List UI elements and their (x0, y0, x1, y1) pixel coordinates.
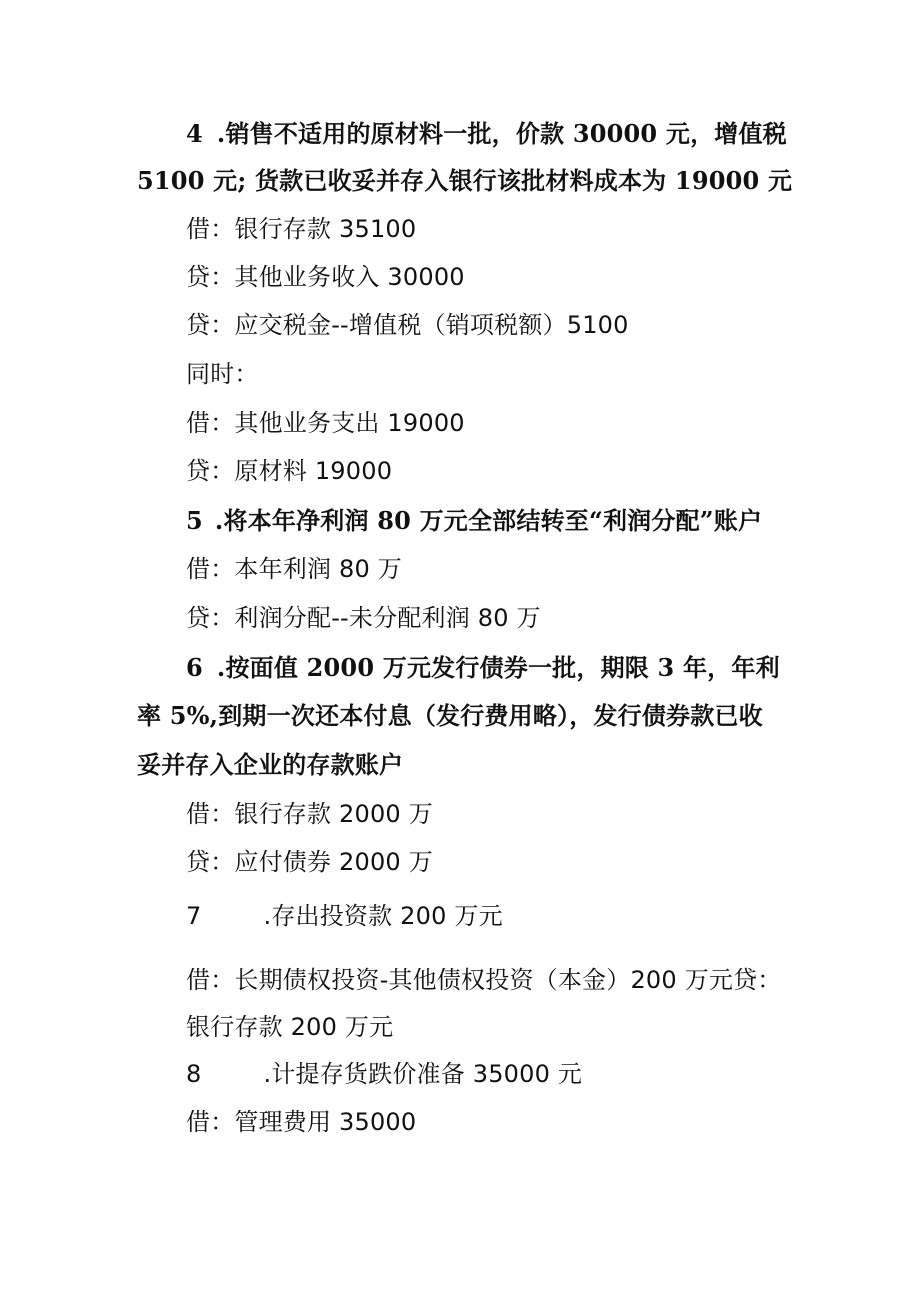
q6-entry-credit-bonds: 贷：应付债券 2000 万 (186, 848, 433, 876)
question-5-text: .将本年净利润 80 万元全部结转至“利润分配”账户 (214, 506, 763, 535)
question-6-heading-line-3: 妥并存入企业的存款账户 (137, 750, 404, 779)
q5-entry-debit-profit: 借：本年利润 80 万 (186, 555, 402, 583)
question-8-heading (186, 1058, 582, 1090)
question-5-number: 5 (186, 506, 203, 535)
question-8-number: 8 (186, 1060, 202, 1088)
question-7-text: .存出投资款 200 万元 (263, 902, 503, 930)
question-4-heading-line-2: 5100 元; 货款已收妥并存入银行该批材料成本为 19000 元 (137, 166, 793, 195)
question-8-text: .计提存货跌价准备 35000 元 (263, 1060, 583, 1088)
question-6-heading-line-2: 率 5%,到期一次还本付息（发行费用略），发行债券款已收 (137, 701, 763, 730)
q6-entry-debit-bank: 借：银行存款 2000 万 (186, 800, 433, 828)
question-6-number: 6 (186, 653, 203, 682)
q4-entry-meanwhile: 同时： (186, 360, 259, 388)
q7-entry-debit-investment: 借：长期债权投资-其他债权投资（本金）200 万元贷： (186, 966, 782, 994)
q4-entry-debit-other-expense: 借：其他业务支出 19000 (186, 409, 465, 437)
question-4-heading-line-1 (186, 118, 787, 150)
question-6-text-1: .按面值 2000 万元发行债券一批，期限 3 年，年利 (216, 653, 780, 682)
question-4-number: 4 (186, 119, 203, 148)
q4-entry-credit-raw-material: 贷：原材料 19000 (186, 457, 393, 485)
question-5-heading (186, 505, 762, 537)
q4-entry-credit-other-income: 贷：其他业务收入 30000 (186, 263, 465, 291)
q5-entry-credit-distribution: 贷：利润分配--未分配利润 80 万 (186, 604, 541, 632)
q7-entry-credit-bank: 银行存款 200 万元 (186, 1013, 394, 1041)
question-7-heading (186, 900, 503, 932)
q4-entry-credit-vat: 贷：应交税金--增值税（销项税额）5100 (186, 311, 629, 339)
question-4-text-1: .销售不适用的原材料一批，价款 30000 元，增值税 (216, 119, 787, 148)
q4-entry-debit-bank: 借：银行存款 35100 (186, 215, 417, 243)
question-6-heading-line-1 (186, 652, 780, 684)
question-7-number: 7 (186, 902, 202, 930)
q8-entry-debit-admin-expense: 借：管理费用 35000 (186, 1108, 417, 1136)
